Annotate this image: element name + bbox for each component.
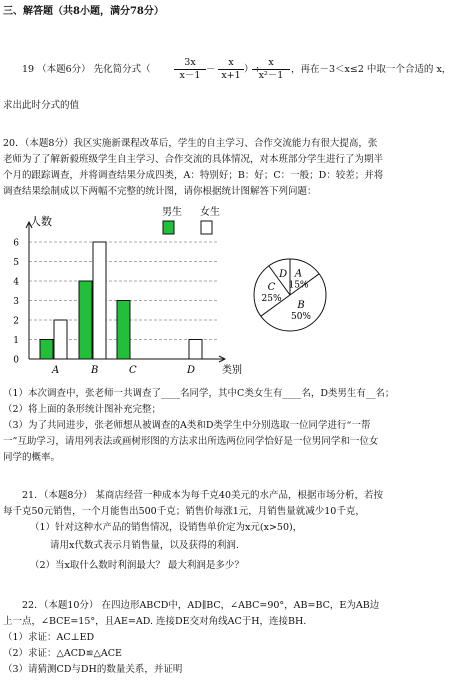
q19-line-2: 求出此时分式的值: [3, 100, 80, 111]
q22-part-1: （1）求证：AC⊥ED: [3, 632, 95, 643]
q21-line: 21．（本题8分） 某商店经营一种成本为每千克40美元的水产品，根据市场分析，若按: [22, 490, 383, 501]
bar-B-female: [93, 242, 106, 359]
q20-line: 20．（本题8分）我区实施新课程改革后，学生的自主学习、合作交流能力有很大提高，张: [3, 138, 378, 149]
legend-label: 男生: [162, 207, 182, 218]
pie-slice-percent: 15%: [288, 280, 309, 291]
q20-sub-3-end: 同学的概率。: [3, 452, 61, 463]
q20-line: 老师为了了解新毅班级学生自主学习、合作交流的具体情况，对本班部分学生进行了为期半: [3, 154, 384, 165]
q19-head: 19 （本题6分） 先化简分式（: [22, 64, 151, 75]
q20-sub-3-cont: 一”互助学习，请用列表法或画树形图的方法求出所选两位同学恰好是一位男同学和一位女: [3, 436, 379, 447]
q19-fraction-2: $\frac{x}{x+1}$: [218, 57, 244, 82]
pie-chart: [250, 250, 330, 340]
pie-slice-label: B: [297, 300, 305, 312]
q22-line: 22．（本题10分） 在四边形ABCD中，AD∥BC，∠ABC=90°，AB=BC，E为AB边: [22, 600, 380, 611]
x-tick-label: C: [129, 365, 137, 376]
y-tick-label: 6: [13, 238, 19, 249]
pie-slice-percent: 50%: [290, 312, 312, 323]
bar-A-female: [54, 320, 67, 359]
y-axis-label: 人数: [30, 215, 52, 228]
q21-line: 每千克50元销售，一个月能售出500千克；销售价每涨1元，月销售量就减少10千克，: [3, 506, 365, 517]
q21-part-1: （1）针对这种水产品的销售情况，设销售单价定为x元(x>50)，: [30, 522, 303, 533]
q19-tail: ，再在－3＜x≤2 中取一个合适的 x，: [291, 64, 452, 75]
y-tick-label: 2: [13, 316, 19, 327]
q19-close-div: ）÷: [244, 64, 262, 75]
q20-sub-3: （3）为了共同进步，张老师想从被调查的A类和D类学生中分别选取一位同学进行“一帮: [3, 420, 371, 431]
bar-chart: [0, 200, 260, 380]
y-tick-label: 3: [13, 297, 19, 307]
legend-label: 女生: [200, 207, 220, 218]
q21-part-1-cont: 请用x代数式表示月销售量，以及获得的利润.: [50, 540, 239, 551]
y-tick-label: 0: [13, 355, 19, 366]
bar-B-male: [79, 281, 92, 359]
x-tick-label: A: [52, 365, 60, 376]
q20-sub-1: （1）本次调查中，张老师一共调查了____名同学，其中C类女生有____名，D类男生有__名；: [3, 388, 395, 399]
q20-line: 调查结果绘制成以下两幅不完整的统计图，请你根据统计图解答下列问题：: [3, 186, 317, 197]
y-tick-label: 4: [13, 277, 19, 288]
q20-sub-2: （2）将上面的条形统计图补充完整；: [3, 404, 162, 415]
pie-slice-label: C: [267, 282, 276, 294]
q22-part-3: （3）请猜测CD与DH的数量关系，并证明: [3, 664, 183, 675]
q19-minus: －: [206, 64, 216, 75]
q22-part-2: （2）求证：△ACD≌△ACE: [3, 648, 122, 659]
q20-line: 个月的跟踪调查，并将调查结果分成四类，A：特别好；B：好；C：一般；D：较差；并将: [3, 170, 384, 181]
x-axis-label: 类别: [222, 365, 242, 376]
legend-swatch: [163, 221, 174, 234]
pie-slice-label: A: [294, 268, 303, 280]
legend-swatch: [201, 221, 212, 234]
q21-part-2: （2）当x取什么数时利润最大？ 最大利润是多少？: [30, 560, 244, 571]
x-tick-label: B: [91, 365, 99, 376]
bar-C-male: [117, 301, 130, 360]
x-tick-label: D: [187, 365, 196, 376]
pie-slice-percent: 25%: [261, 294, 282, 305]
y-tick-label: 5: [13, 258, 19, 268]
section-heading: 三、解答题（共8小题，满分78分）: [3, 6, 164, 17]
y-tick-label: 1: [13, 336, 19, 346]
q19-fraction-3: $\frac{x}{\text{x²－1}}$: [252, 57, 290, 82]
bar-A-male: [40, 340, 53, 360]
pie-slice-label: D: [279, 268, 288, 280]
bar-D-female: [189, 340, 202, 360]
q19-fraction-1: $\frac{3x}{x-1}$: [174, 57, 206, 82]
q22-line: 上一点，∠BCE=15°，且AE=AD. 连接DE交对角线AC于H，连接BH.: [3, 616, 307, 627]
